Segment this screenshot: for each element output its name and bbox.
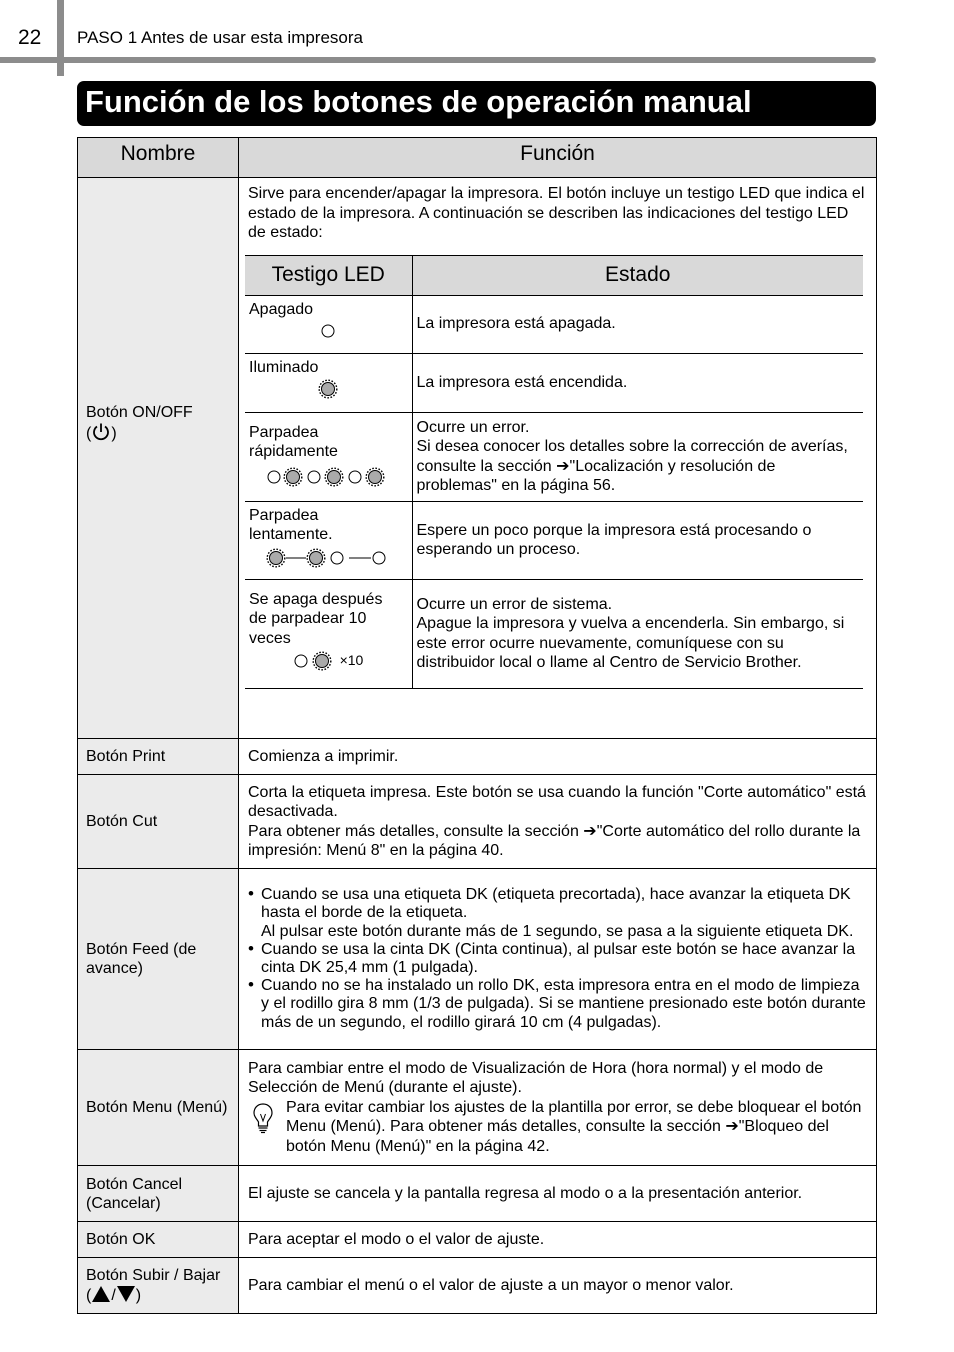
page-title: Función de los botones de operación manual [85,84,752,119]
header-function: Función [239,138,877,178]
section-header: PASO 1 Antes de usar esta impresora [77,28,363,47]
led-row [245,501,863,579]
led-row [245,412,863,501]
row-function-cut [239,775,877,869]
onoff-name-close: ) [111,425,117,442]
feed-bullet-text: Cuando se usa una etiqueta DK (etiqueta precortada), hace avanzar la etiqueta DK hasta el borde de la etiqueta. [261,886,851,922]
power-icon [91,422,111,442]
led-label: Parpadea rápidamente [249,423,338,460]
led-state [412,412,863,501]
table-row [78,739,877,775]
page-number: 22 [18,26,42,49]
row-name-print: Botón Print [78,739,239,775]
led-slow-blink-icon [249,548,408,570]
cut-line: Para obtener más detalles, consulte la sección ➔"Corte automático del rollo durante la impresión: Menú 8" en la página 40. [248,822,861,859]
header-horizontal-bar [0,57,876,63]
row-name-onoff [78,178,239,739]
led-header-row [245,255,863,295]
table-row [78,178,877,739]
led-fast-blink-icon [249,467,408,489]
menu-hint-text: Para evitar cambiar los ajustes de la plantilla por error, se debe bloquear el botón Menu (Menú). Para obtener más detalles, consulte la sección ➔"Bloqueo del botón Menu (Menú)" en la página 42. [286,1098,862,1155]
table-row [78,1222,877,1258]
table-row [78,775,877,869]
row-name-cut: Botón Cut [78,775,239,869]
led-cell [245,501,412,579]
row-function-updown: Para cambiar el menú o el valor de ajuste a un mayor o menor valor. [239,1258,877,1314]
buttons-table [77,137,877,1314]
led-row [245,353,863,412]
feed-bullet-list [248,886,868,1032]
list-item [248,886,868,941]
header-name: Nombre [78,138,239,178]
led-off-icon [249,321,408,343]
led-multiplier: ×10 [339,652,364,669]
list-item: • Cuando se usa la cinta DK (Cinta continua), al pulsar este botón se hace avanzar la cinta DK 25,4 mm (1 pulgada). [248,941,868,977]
led-header-led: Testigo LED [245,255,412,295]
onoff-intro: Sirve para encender/apagar la impresora. El botón incluye un testigo LED que indica el estado de la impresora. A continuación se describen las indicaciones del testigo LED de estado: [248,185,865,241]
row-name-updown [78,1258,239,1314]
led-state: La impresora está apagada. [412,295,863,353]
list-item: • Cuando no se ha instalado un rollo DK, esta impresora entra en el modo de limpieza y el rodillo gira 8 mm (1/3 de pulgada). Si se mantiene presionado este botón durante más de un segundo, el rodillo girará 10 cm (4 pulgadas). [248,977,868,1032]
menu-hint [248,1098,868,1157]
header-vertical-bar [57,0,64,76]
row-function-print: Comienza a imprimir. [239,739,877,775]
onoff-name-open: ( [86,425,92,442]
led-state-line: Apague la impresora y vuelva a encenderla. Sin embargo, si este error ocurre nuevamente, comuníquese con su distribuidor local o llame al Centro de Servicio Brother. [416,615,845,671]
down-triangle-icon [116,1285,136,1303]
feed-bullet-extra: Al pulsar este botón durante más de 1 segundo, se pasa a la siguiente etiqueta DK. [261,922,854,940]
onoff-name: Botón ON/OFF [86,404,193,421]
updown-name: Botón Subir / Bajar ( [86,1267,221,1304]
led-state: Espere un poco porque la impresora está procesando o esperando un proceso. [412,501,863,579]
table-row [78,1166,877,1222]
menu-line: Para cambiar entre el modo de Visualización de Hora (hora normal) y el modo de Selección de Menú (durante el ajuste). [248,1059,824,1097]
led-blink-ten-icon [249,651,408,673]
row-function-menu [239,1050,877,1166]
led-cell [245,353,412,412]
led-label: Parpadea lentamente. [249,506,333,543]
led-label: Se apaga después de parpadear 10 veces [249,590,383,647]
lightbulb-icon [252,1102,274,1134]
updown-name-close: ) [135,1287,142,1304]
row-name-ok: Botón OK [78,1222,239,1258]
led-row [245,295,863,353]
row-name-cancel: Botón Cancel (Cancelar) [78,1166,239,1222]
led-cell [245,412,412,501]
led-on-icon [249,379,408,401]
row-function-feed [239,869,877,1050]
updown-name-sep: / [111,1287,116,1304]
led-table [245,255,863,689]
led-label: Apagado [249,300,314,318]
table-row [78,869,877,1050]
led-state-line: Ocurre un error de sistema. [416,595,613,613]
table-row [78,1258,877,1314]
led-row [245,579,863,688]
row-function-onoff [239,178,877,739]
cut-line: Corta la etiqueta impresa. Este botón se usa cuando la función "Corte automático" está desactivada. [248,783,866,820]
led-state [412,579,863,688]
row-name-feed: Botón Feed (de avance) [78,869,239,1050]
led-state-line: Si desea conocer los detalles sobre la corrección de averías, consulte la sección ➔"Localización y resolución de problemas" en la página 56. [416,438,848,494]
led-header-state: Estado [412,255,863,295]
led-cell [245,579,412,688]
led-label: Iluminado [249,358,319,376]
table-row [78,1050,877,1166]
row-function-ok: Para aceptar el modo o el valor de ajuste. [239,1222,877,1258]
led-state-line: Ocurre un error. [416,418,530,436]
led-state: La impresora está encendida. [412,353,863,412]
row-name-menu: Botón Menu (Menú) [78,1050,239,1166]
table-header-row [78,138,877,178]
led-cell [245,295,412,353]
up-triangle-icon [91,1285,111,1303]
row-function-cancel: El ajuste se cancela y la pantalla regresa al modo o a la presentación anterior. [239,1166,877,1222]
